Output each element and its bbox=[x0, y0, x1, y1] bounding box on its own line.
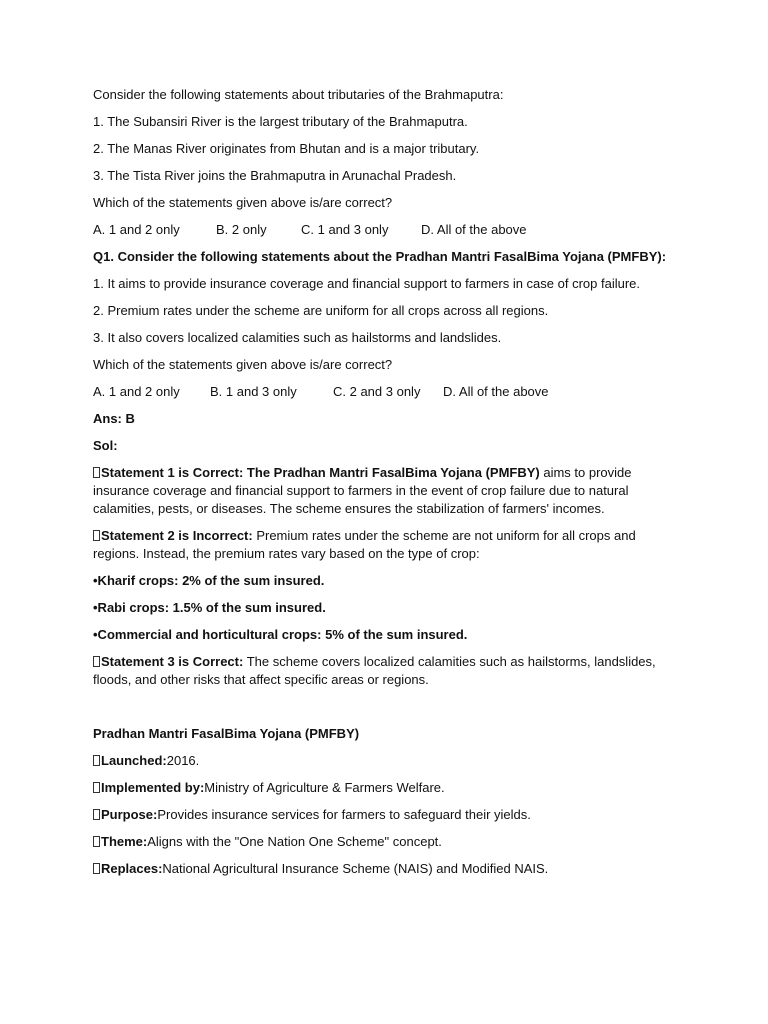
question-1-stem: Q1. Consider the following statements about the Pradhan Mantri FasalBima Yojana (PMFBY): bbox=[93, 249, 667, 264]
option-a: A. 1 and 2 only bbox=[93, 222, 180, 237]
solution-statement-2-text: Premium rates under the scheme are not uniform for all crops and regions. Instead, the premium rates vary based on the type of crop: bbox=[93, 528, 636, 561]
question-1-ask: Which of the statements given above is/are correct? bbox=[93, 357, 393, 372]
question-0-statement-2: 2. The Manas River originates from Bhutan and is a major tributary. bbox=[93, 141, 480, 156]
fact-implemented-by-label: Implemented by: bbox=[101, 780, 205, 795]
question-0-ask: Which of the statements given above is/are correct? bbox=[93, 195, 393, 210]
facts-title: Pradhan Mantri FasalBima Yojana (PMFBY) bbox=[93, 726, 360, 741]
answer-line: Ans: B bbox=[93, 411, 135, 426]
option-c: C. 2 and 3 only bbox=[333, 384, 421, 399]
solution-statement-3-text: The scheme covers localized calamities such as hailstorms, landslides, floods, and other risks that affect specific areas or regions. bbox=[93, 654, 656, 687]
question-0-stem: Consider the following statements about tributaries of the Brahmaputra: bbox=[93, 87, 504, 102]
option-d: D. All of the above bbox=[443, 384, 549, 399]
fact-purpose-value: Provides insurance services for farmers to safeguard their yields. bbox=[157, 807, 531, 822]
premium-bullet-kharif: •Kharif crops: 2% of the sum insured. bbox=[93, 573, 325, 588]
missing-glyph-icon bbox=[93, 836, 100, 847]
question-1-statement-1: 1. It aims to provide insurance coverage and financial support to farmers in case of crop failure. bbox=[93, 276, 641, 291]
question-1-options bbox=[93, 383, 683, 401]
solution-statement-1-heading: Statement 1 is Correct: The Pradhan Mantri FasalBima Yojana (PMFBY) bbox=[101, 465, 540, 480]
fact-launched-label: Launched: bbox=[101, 753, 167, 768]
spacer bbox=[93, 698, 683, 725]
missing-glyph-icon bbox=[93, 656, 100, 667]
fact-implemented-by-value: Ministry of Agriculture & Farmers Welfare. bbox=[204, 780, 445, 795]
fact-implemented-by bbox=[93, 779, 683, 797]
document-page bbox=[93, 86, 683, 887]
premium-bullet-rabi: •Rabi crops: 1.5% of the sum insured. bbox=[93, 600, 326, 615]
fact-replaces bbox=[93, 860, 683, 878]
missing-glyph-icon bbox=[93, 809, 100, 820]
missing-glyph-icon bbox=[93, 782, 100, 793]
solution-statement-3 bbox=[93, 653, 683, 689]
question-1-statement-2: 2. Premium rates under the scheme are uniform for all crops across all regions. bbox=[93, 303, 549, 318]
fact-theme-label: Theme: bbox=[101, 834, 148, 849]
option-c: C. 1 and 3 only bbox=[301, 222, 389, 237]
missing-glyph-icon bbox=[93, 863, 100, 874]
question-0-statement-3: 3. The Tista River joins the Brahmaputra in Arunachal Pradesh. bbox=[93, 168, 457, 183]
question-0-options bbox=[93, 221, 683, 239]
option-a: A. 1 and 2 only bbox=[93, 384, 180, 399]
solution-statement-2 bbox=[93, 527, 683, 563]
missing-glyph-icon bbox=[93, 755, 100, 766]
fact-replaces-value: National Agricultural Insurance Scheme (NAIS) and Modified NAIS. bbox=[162, 861, 549, 876]
solution-statement-1 bbox=[93, 464, 683, 518]
option-d: D. All of the above bbox=[421, 222, 527, 237]
option-b: B. 2 only bbox=[216, 222, 267, 237]
fact-launched-value: 2016. bbox=[166, 753, 200, 768]
premium-bullet-commercial: •Commercial and horticultural crops: 5% of the sum insured. bbox=[93, 627, 468, 642]
fact-replaces-label: Replaces: bbox=[101, 861, 163, 876]
option-b: B. 1 and 3 only bbox=[210, 384, 297, 399]
solution-label: Sol: bbox=[93, 438, 118, 453]
solution-statement-1-text: aims to provide insurance coverage and financial support to farmers in the event of crop failure due to natural calamities, pests, or diseases. The scheme ensures the stabilization of farmers' incomes. bbox=[93, 465, 632, 516]
missing-glyph-icon bbox=[93, 530, 100, 541]
fact-launched bbox=[93, 752, 683, 770]
fact-theme-value: Aligns with the "One Nation One Scheme" concept. bbox=[147, 834, 442, 849]
solution-statement-2-heading: Statement 2 is Incorrect: bbox=[101, 528, 253, 543]
missing-glyph-icon bbox=[93, 467, 100, 478]
question-0-statement-1: 1. The Subansiri River is the largest tributary of the Brahmaputra. bbox=[93, 114, 468, 129]
question-1-statement-3: 3. It also covers localized calamities such as hailstorms and landslides. bbox=[93, 330, 502, 345]
fact-theme bbox=[93, 833, 683, 851]
fact-purpose bbox=[93, 806, 683, 824]
solution-statement-3-heading: Statement 3 is Correct: bbox=[101, 654, 244, 669]
fact-purpose-label: Purpose: bbox=[101, 807, 158, 822]
